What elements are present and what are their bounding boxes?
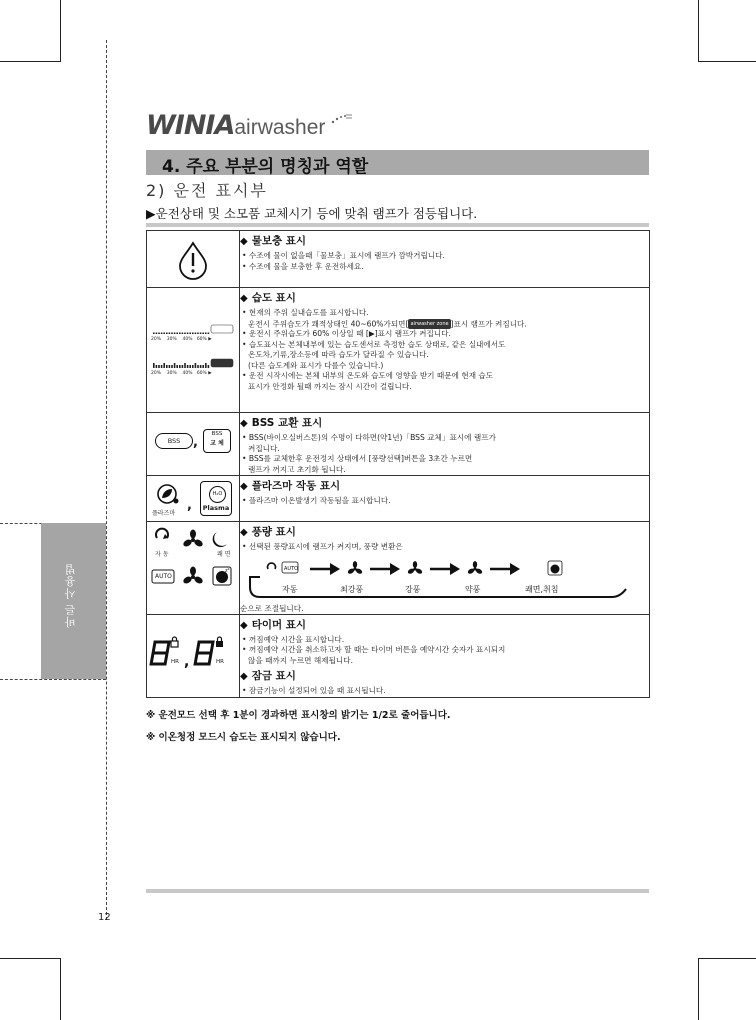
bss-icon: BSS <box>155 433 193 449</box>
timer-lock-icon <box>147 615 239 695</box>
humidity-dot <box>195 363 197 368</box>
bullet: • 플라즈마 이온발생기 작동됨을 표시합니다. <box>242 496 391 505</box>
humidity-dot <box>179 365 181 368</box>
description-cell <box>240 231 650 288</box>
crop-mark <box>60 0 61 62</box>
bullet: • 수조에 물이 없을때「물보충」표시에 램프가 깜박거립니다. <box>242 251 445 260</box>
note: ※ 이온청정 모드시 습도는 표시되지 않습니다. <box>146 732 341 743</box>
note: ※ 운전모드 선택 후 1분이 경과하면 표시창의 밝기는 1/2로 줄어듭니다. <box>146 710 451 721</box>
humidity-dot <box>197 365 199 368</box>
arrow-icon <box>430 563 460 575</box>
crop-mark <box>698 958 756 959</box>
row-heading: ◆ 플라즈마 작동 표시 <box>240 480 341 492</box>
fan-speed-flow <box>242 557 649 601</box>
brand-logo <box>146 110 353 140</box>
humidity-dot <box>156 365 158 368</box>
airwasher-zone-mark <box>211 325 233 333</box>
row-heading: ◆ 타이머 표시 <box>240 618 307 631</box>
humidity-dot <box>161 333 163 335</box>
row-heading: ◆ BSS 교환 표시 <box>240 417 323 429</box>
bullet-cont: 운전시 주위습도가 쾌적상태인 40~60%가되면[ airwasher zone ]표시 램프가 켜집니다. <box>248 318 527 328</box>
flow-step-strong: 강풍 <box>405 584 421 594</box>
separator-comma: , <box>187 498 192 513</box>
icon-cell <box>147 614 240 697</box>
separator-comma: , <box>193 435 198 450</box>
hr-label: HR <box>171 658 179 665</box>
flow-step-sleep: 쾌면,취침 <box>525 584 559 594</box>
table-row <box>147 413 650 476</box>
bullet: • 잠금기능이 설정되어 있을 때 표시됩니다. <box>242 686 386 695</box>
fold-guide <box>106 40 107 920</box>
humidity-dot <box>200 333 202 335</box>
humidity-dot <box>202 365 204 368</box>
icon-cell <box>147 288 240 413</box>
bullet: • 운전 시작시에는 본체 내부의 온도와 습도에 영향을 받기 때문에 현재 습도 <box>242 371 494 381</box>
humidity-dot <box>182 365 184 368</box>
row-heading: ◆ 잠금 표시 <box>240 670 296 682</box>
humidity-dot <box>197 333 199 335</box>
humidity-dot <box>166 365 168 368</box>
humidity-ticks-bottom: 20% 30% 40% 60% ▶ <box>151 371 212 376</box>
humidity-dot <box>208 365 210 368</box>
bullet-cont: 램프가 꺼지고 초기화 됩니다. <box>248 464 346 474</box>
sleep-label: 쾌 면 <box>217 551 231 558</box>
humidity-dot <box>184 333 186 335</box>
humidity-dot <box>158 333 160 335</box>
bullet: • 습도표시는 본체내부에 있는 습도센서로 측정한 습도 상태로, 같은 실내에서도 <box>242 339 506 349</box>
bullet-cont: 온도차,기류,장소등에 따라 습도가 달라질 수 있습니다. <box>248 350 429 360</box>
humidity-dot <box>200 365 202 368</box>
humidity-dot <box>205 333 207 335</box>
humidity-dot <box>192 333 194 335</box>
arrow-icon <box>490 563 520 575</box>
divider <box>146 223 649 227</box>
icon-cell <box>147 476 240 522</box>
display-spec-table <box>146 230 650 698</box>
plasma-ion-icon: H₂O Plasma <box>200 481 232 516</box>
auto-box-label: AUTO <box>155 573 172 580</box>
svg-text:,: , <box>184 653 190 670</box>
humidity-dot <box>187 365 189 368</box>
humidity-dot <box>202 333 204 335</box>
plasma-label: 플라즈마 <box>152 510 176 517</box>
description-cell <box>240 413 650 476</box>
flow-step-weak: 약풍 <box>465 584 481 594</box>
crop-mark <box>698 0 699 62</box>
humidity-dot <box>184 363 186 368</box>
bullet: • BSS(바이오실버스톤)의 수명이 다하면(약1년)「BSS 교체」표시에 램프가 <box>242 433 496 442</box>
humidity-dot <box>195 333 197 335</box>
table-row <box>147 231 650 288</box>
table-row <box>147 522 650 615</box>
icon-cell <box>147 231 240 288</box>
humidity-dot <box>176 333 178 335</box>
humidity-dot <box>158 365 160 368</box>
icon-cell <box>147 522 240 615</box>
table-row <box>147 614 650 697</box>
humidity-dot <box>182 333 184 335</box>
logo-airwasher: airwasher <box>234 116 326 139</box>
crop-mark <box>698 61 756 62</box>
humidity-dot <box>169 333 171 335</box>
bullet: • 수조에 물을 보충한 후 운전하세요. <box>242 261 364 271</box>
bullet-cont: (다른 습도계와 표시가 다를수 있습니다.) <box>248 360 384 370</box>
plasma-leaf-icon <box>155 481 181 507</box>
humidity-dot <box>153 363 155 368</box>
humidity-dot <box>163 333 165 335</box>
description-cell <box>240 614 650 697</box>
arrow-icon <box>310 563 340 575</box>
humidity-meter-icon <box>147 288 239 412</box>
flow-step-auto: 자동 <box>282 584 298 594</box>
humidity-dot <box>205 363 207 368</box>
humidity-dot <box>161 365 163 368</box>
crop-mark <box>0 958 60 959</box>
table-row <box>147 476 650 522</box>
crop-mark <box>0 61 60 62</box>
row-heading: ◆ 습도 표시 <box>240 292 296 304</box>
bullet: • BSS를 교체한후 운전정지 상태에서 [풍량선택]버튼을 3초간 누르면 <box>242 454 473 463</box>
airwasher-zone-mark <box>211 359 233 367</box>
row-heading: ◆ 물보충 표시 <box>240 235 307 247</box>
crop-mark <box>698 958 699 1020</box>
bullet: • 운전시 주위습도가 60% 이상일 때 [▶]표시 램프가 켜집니다. <box>242 329 451 339</box>
svg-text:z²: z² <box>225 568 230 574</box>
notes <box>146 705 451 749</box>
water-refill-icon <box>147 231 239 287</box>
humidity-dot <box>166 333 168 335</box>
flow-after-text: 순으로 조절됩니다. <box>240 603 304 613</box>
section-title: 4. 주요 부분의 명칭과 역할 <box>162 157 369 177</box>
humidity-dot <box>171 365 173 368</box>
table-row <box>147 288 650 413</box>
divider <box>146 889 649 893</box>
bullet-cont: 않을 때까지 누르면 해제됩니다. <box>248 655 354 665</box>
bullet: • 현재의 주위 실내습도를 표시합니다. <box>242 308 369 317</box>
flow-diagram <box>242 557 642 601</box>
spray-icon <box>331 112 353 126</box>
side-tab <box>41 523 106 679</box>
humidity-dot <box>153 333 155 335</box>
subtitle: 2) 운전 표시부 <box>146 181 268 200</box>
humidity-dot <box>156 333 158 335</box>
intro-text: ▶운전상태 및 소모품 교체시기 등에 맞춰 램프가 점등됩니다. <box>146 206 478 221</box>
flow-step-max: 최강풍 <box>340 584 364 594</box>
humidity-dot <box>176 365 178 368</box>
bullet-cont: 표시가 안정화 될때 까지는 잠시 시간이 걸립니다. <box>248 381 412 391</box>
arrow-icon <box>370 563 400 575</box>
bss-replace-icon: BSS 교 체 <box>203 429 231 453</box>
bullet-cont: 켜집니다. <box>248 443 280 453</box>
description-cell <box>240 476 650 522</box>
crop-mark <box>60 958 61 1020</box>
fan-speed-icons <box>147 522 239 610</box>
page-number: 12 <box>98 912 111 923</box>
description-cell <box>240 288 650 413</box>
humidity-dot <box>174 363 176 368</box>
humidity-dot <box>208 333 210 335</box>
fold-guide <box>0 679 106 680</box>
humidity-dot <box>171 333 173 335</box>
humidity-ticks-top: 20% 30% 40% 60% ▶ <box>151 337 212 342</box>
bullet: • 선택된 풍량표시에 램프가 켜지며, 풍량 변환은 <box>242 542 403 551</box>
humidity-dot <box>192 365 194 368</box>
svg-text:AUTO: AUTO <box>284 565 299 572</box>
humidity-dot <box>169 365 171 368</box>
humidity-dot <box>189 365 191 368</box>
icon-cell <box>147 413 240 476</box>
auto-label: 자 동 <box>155 551 169 558</box>
row-heading: ◆ 풍량 표시 <box>240 526 296 538</box>
logo-winia: WINIA <box>146 110 235 141</box>
side-tab-label: 바른 사용법 <box>64 563 77 628</box>
airwasher-zone-tag: airwasher zone <box>408 319 450 330</box>
humidity-dot <box>163 363 165 368</box>
humidity-dot <box>174 333 176 335</box>
humidity-dot <box>179 333 181 335</box>
bullet: • 꺼짐예약 시간을 취소하고자 할 때는 타이머 버튼을 예약시간 숫자가 표시되지 <box>242 645 506 654</box>
humidity-dot <box>187 333 189 335</box>
section-header <box>146 150 649 175</box>
description-cell <box>240 522 650 615</box>
humidity-dot <box>189 333 191 335</box>
hr-label: HR <box>216 658 224 665</box>
bullet: • 꺼짐예약 시간을 표시합니다. <box>242 634 345 644</box>
